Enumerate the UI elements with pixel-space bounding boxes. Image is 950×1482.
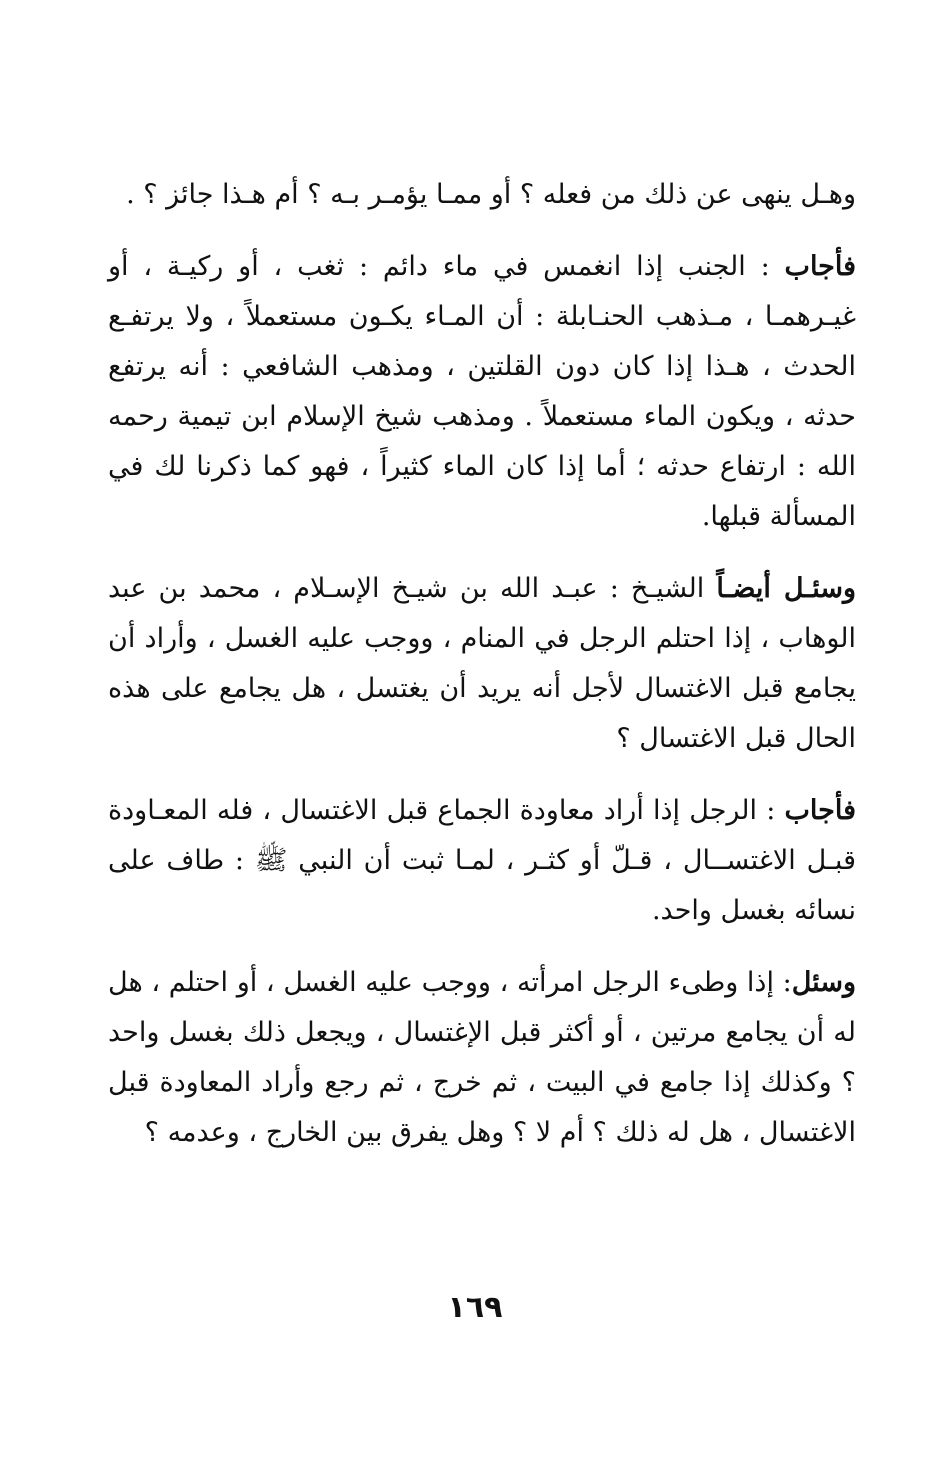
page-number: ١٦٩ [447, 1290, 503, 1325]
paragraph-lead: فأجاب [784, 795, 856, 826]
paragraph-text: وهـل ينهى عن ذلك من فعله ؟ أو ممـا يؤمـر بـه ؟ أم هـذا جائز ؟ . [126, 179, 856, 210]
paragraph-text: : إذا وطىء الرجل امرأته ، ووجب عليه الغسل ، أو احتلم ، هل له أن يجامع مرتين ، أو أكثر قبل الإغتسال ، ويجعل ذلك بغسل واحد ؟ وكذلك إذا جامع في البيت ، ثم خرج ، ثم رجع وأراد المعاودة قبل الاغتسال ، هل له ذلك ؟ أم لا ؟ وهل يفرق بين الخارج ، وعدمه ؟ [108, 967, 856, 1148]
paragraph-text: : الرجل إذا أراد معاودة الجماع قبل الاغتسال ، فله المعـاودة قبـل الاغتســال ، قـلّ أو كثـر ، لمـا ثبت أن النبي ﷺ : طاف على نسائه بغسل واحد. [108, 795, 856, 926]
paragraph-text: الشيـخ : عبـد الله بن شيـخ الإسـلام ، محمد بن عبد الوهاب ، إذا احتلم الرجل في المنام ، ووجب عليه الغسل ، وأراد أن يجامع قبل الاغتسال لأجل أنه يريد أن يغتسل ، هل يجامع على هذه الحال قبل الاغتسال ؟ [108, 573, 856, 754]
paragraph-lead: فأجاب [784, 251, 856, 282]
paragraph-text: : الجنب إذا انغمس في ماء دائم : ثغب ، أو ركيـة ، أو غيـرهمـا ، مـذهب الحنـابلة : أن المـاء يكـون مستعملاً ، ولا يرتفـع الحدث ، هـذا إذا كان دون القلتين ، ومذهب الشافعي : أنه يرتفع حدثه ، ويكون الماء مستعملاً . ومذهب شيخ الإسلام ابن تيمية رحمه الله : ارتفاع حدثه ؛ أما إذا كان الماء كثيراً ، فهو كما ذكرنا لك في المسألة قبلها. [108, 251, 856, 532]
paragraph-1 [108, 170, 856, 220]
paragraph-lead: وسئـل أيضـاً [716, 573, 856, 604]
paragraph-3 [108, 564, 856, 764]
paragraph-lead: وسئل [791, 967, 856, 998]
paragraph-4 [108, 786, 856, 936]
paragraph-2 [108, 242, 856, 542]
paragraph-5 [108, 958, 856, 1158]
page-body [108, 170, 856, 1158]
